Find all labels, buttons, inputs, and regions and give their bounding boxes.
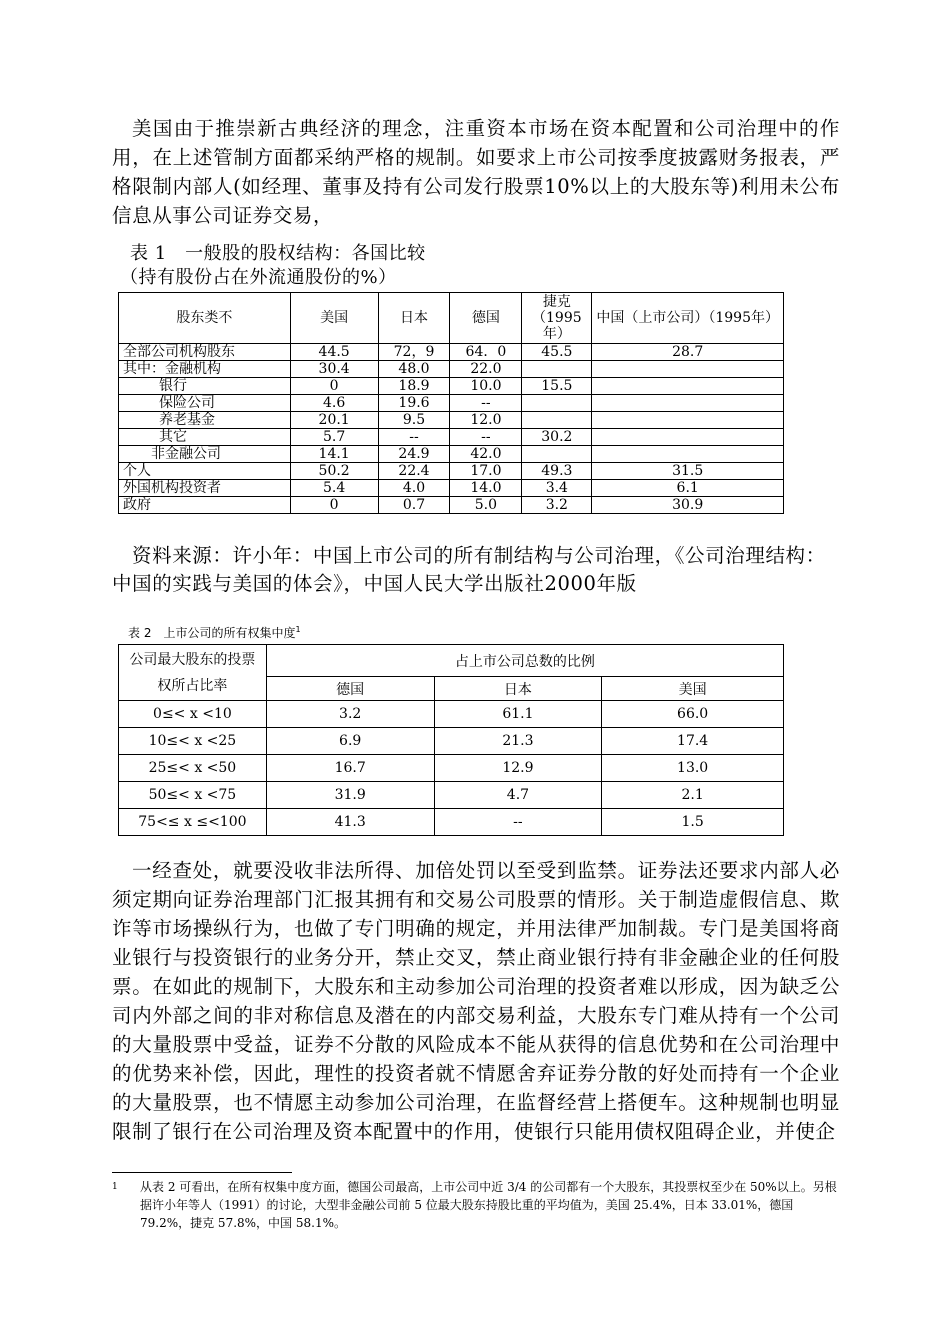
table-cell: 3.2 — [266, 701, 434, 728]
table-cell: 18.9 — [378, 378, 450, 395]
table-cell: 5.4 — [290, 480, 378, 497]
table-cell: 4.0 — [378, 480, 450, 497]
table-cell: 28.7 — [592, 344, 784, 361]
table2-country-header: 德国 — [266, 677, 434, 701]
table1-title: 表 1 一般股的股权结构：各国比较 — [130, 243, 426, 264]
table-row — [119, 701, 784, 728]
table-row — [119, 755, 784, 782]
table-cell: 17.0 — [450, 463, 522, 480]
table-cell: 42.0 — [450, 446, 522, 463]
table-cell — [592, 378, 784, 395]
table-cell: 3.4 — [522, 480, 592, 497]
row-label: 养老基金 — [119, 412, 291, 429]
table-cell — [522, 446, 592, 463]
table-cell: 16.7 — [266, 755, 434, 782]
source-citation: 资料来源：许小年：中国上市公司的所有制结构与公司治理，《公司治理结构：中国的实践与美国的体会》，中国人民大学出版社2000年版 — [112, 544, 826, 595]
table-cell: -- — [450, 429, 522, 446]
table-cell: 22.0 — [450, 361, 522, 378]
table-cell: 31.5 — [592, 463, 784, 480]
row-label: 25≤< x <50 — [119, 755, 267, 782]
table-row — [119, 395, 784, 412]
table-cell: 5.7 — [290, 429, 378, 446]
table-cell: 50.2 — [290, 463, 378, 480]
table-cell — [592, 412, 784, 429]
table-cell: 19.6 — [378, 395, 450, 412]
table-cell — [592, 361, 784, 378]
table-cell: 10.0 — [450, 378, 522, 395]
table-cell — [522, 395, 592, 412]
table-cell: 6.9 — [266, 728, 434, 755]
table-row — [119, 463, 784, 480]
table-row — [119, 344, 784, 361]
table-cell — [592, 446, 784, 463]
table-row — [119, 782, 784, 809]
row-label: 外国机构投资者 — [119, 480, 291, 497]
table1-header-cell: 捷克（1995年） — [522, 293, 592, 344]
table-cell: 14.1 — [290, 446, 378, 463]
row-label: 全部公司机构股东 — [119, 344, 291, 361]
table1-header-cell: 美国 — [290, 293, 378, 344]
row-label: 非金融公司 — [119, 446, 291, 463]
table-cell — [592, 395, 784, 412]
row-label: 保险公司 — [119, 395, 291, 412]
table2-group-header: 占上市公司总数的比例 — [266, 645, 783, 677]
footnote-mark: 1 — [112, 1182, 118, 1192]
table2-country-header: 日本 — [434, 677, 602, 701]
table-cell: 17.4 — [602, 728, 784, 755]
table-cell: 12.9 — [434, 755, 602, 782]
table-cell: 31.9 — [266, 782, 434, 809]
table-cell: 21.3 — [434, 728, 602, 755]
table-cell: 49.3 — [522, 463, 592, 480]
row-label: 0≤< x <10 — [119, 701, 267, 728]
table-cell: 45.5 — [522, 344, 592, 361]
table1-header-cell: 日本 — [378, 293, 450, 344]
table-cell: 9.5 — [378, 412, 450, 429]
table-cell: 30.9 — [592, 497, 784, 514]
table-cell: 14.0 — [450, 480, 522, 497]
table-row — [119, 497, 784, 514]
table-cell: 0 — [290, 378, 378, 395]
table-row — [119, 446, 784, 463]
table-row — [119, 480, 784, 497]
table1-header-row — [119, 293, 784, 344]
row-label: 其中：金融机构 — [119, 361, 291, 378]
table-cell: 30.2 — [522, 429, 592, 446]
table-cell: 12.0 — [450, 412, 522, 429]
row-label: 政府 — [119, 497, 291, 514]
table1-header-cell: 中国（上市公司）（1995年） — [592, 293, 784, 344]
table-row — [119, 412, 784, 429]
table-cell: 61.1 — [434, 701, 602, 728]
table1-subtitle: （持有股份占在外流通股份的%） — [120, 267, 397, 288]
table-cell: -- — [450, 395, 522, 412]
table-row — [119, 361, 784, 378]
table-cell: 30.4 — [290, 361, 378, 378]
table-cell: 4.6 — [290, 395, 378, 412]
footnote-divider — [112, 1172, 292, 1173]
table-cell: 3.2 — [522, 497, 592, 514]
paragraph-intro: 美国由于推崇新古典经济的理念，注重资本市场在资本配置和公司治理中的作用，在上述管制方面都采纳严格的规制。如要求上市公司按季度披露财务报表，严格限制内部人(如经理、董事及持有公司发行股票10%以上的大股东等)利用未公布信息从事公司证券交易， — [112, 117, 840, 227]
table2-title — [128, 622, 301, 641]
ownership-concentration-table — [118, 644, 784, 836]
table2-title-text: 表 2 上市公司的所有权集中度 — [128, 626, 296, 640]
table-cell: 22.4 — [378, 463, 450, 480]
row-label: 个人 — [119, 463, 291, 480]
table-cell: 66.0 — [602, 701, 784, 728]
footnote — [112, 1178, 840, 1232]
table-cell — [522, 361, 592, 378]
ownership-structure-table — [118, 292, 784, 514]
table-cell: 6.1 — [592, 480, 784, 497]
table-cell: 15.5 — [522, 378, 592, 395]
table-cell: -- — [378, 429, 450, 446]
table2-country-header: 美国 — [602, 677, 784, 701]
table-cell: -- — [434, 809, 602, 836]
table-row — [119, 429, 784, 446]
footnote-ref: 1 — [295, 625, 301, 634]
table-cell: 41.3 — [266, 809, 434, 836]
table1-header-cell: 德国 — [450, 293, 522, 344]
table-cell: 1.5 — [602, 809, 784, 836]
table-cell: 5.0 — [450, 497, 522, 514]
footnote-text: 从表 2 可看出，在所有权集中度方面，德国公司最高，上市公司中近 3/4 的公司都有一个大股东，其投票权至少在 50%以上。另根据许小年等人（1991）的讨论，大型非金融公司前 5 位最大股东持股比重的平均值为，美国 25.4%，日本 33.01%，德国 79.2%，捷克 57.8%，中国 58.1%。 — [140, 1180, 837, 1230]
row-label: 10≤< x <25 — [119, 728, 267, 755]
table-cell: 2.1 — [602, 782, 784, 809]
table-cell: 13.0 — [602, 755, 784, 782]
table-cell: 0.7 — [378, 497, 450, 514]
table-cell: 0 — [290, 497, 378, 514]
table-cell: 20.1 — [290, 412, 378, 429]
row-label: 50≤< x <75 — [119, 782, 267, 809]
table-row — [119, 378, 784, 395]
row-label: 银行 — [119, 378, 291, 395]
table2-group-header-row — [119, 645, 784, 677]
table-cell: 64．0 — [450, 344, 522, 361]
paragraph-regulation: 一经查处，就要没收非法所得、加倍处罚以至受到监禁。证券法还要求内部人必须定期向证券治理部门汇报其拥有和交易公司股票的情形。关于制造虚假信息、欺诈等市场操纵行为，也做了专门明确的规定，并用法律严加制裁。专门是美国将商业银行与投资银行的业务分开，禁止交叉，禁止商业银行持有非金融企业的任何股票。在如此的规制下，大股东和主动参加公司治理的投资者难以形成，因为缺乏公司内外部之间的非对称信息及潜在的内部交易利益，大股东专门难从持有一个公司的大量股票中受益，证券不分散的风险成本不能从获得的信息优势和在公司治理中的优势来补偿，因此，理性的投资者就不情愿舍弃证券分散的好处而持有一个企业的大量股票，也不情愿主动参加公司治理，在监督经营上搭便车。这种规制也明显限制了银行在公司治理及资本配置中的作用，使银行只能用债权阻碍企业，并使企 — [112, 859, 840, 1143]
table1-header-cell: 股东类不 — [119, 293, 291, 344]
table2-corner-header: 公司最大股东的投票权所占比率 — [119, 645, 267, 701]
table-cell: 72，9 — [378, 344, 450, 361]
row-label: 75<≤ x ≤<100 — [119, 809, 267, 836]
row-label: 其它 — [119, 429, 291, 446]
table-cell: 44.5 — [290, 344, 378, 361]
table-row — [119, 728, 784, 755]
table-cell: 48.0 — [378, 361, 450, 378]
table-cell — [592, 429, 784, 446]
table-cell: 24.9 — [378, 446, 450, 463]
table-row — [119, 809, 784, 836]
table-cell: 4.7 — [434, 782, 602, 809]
table-cell — [522, 412, 592, 429]
